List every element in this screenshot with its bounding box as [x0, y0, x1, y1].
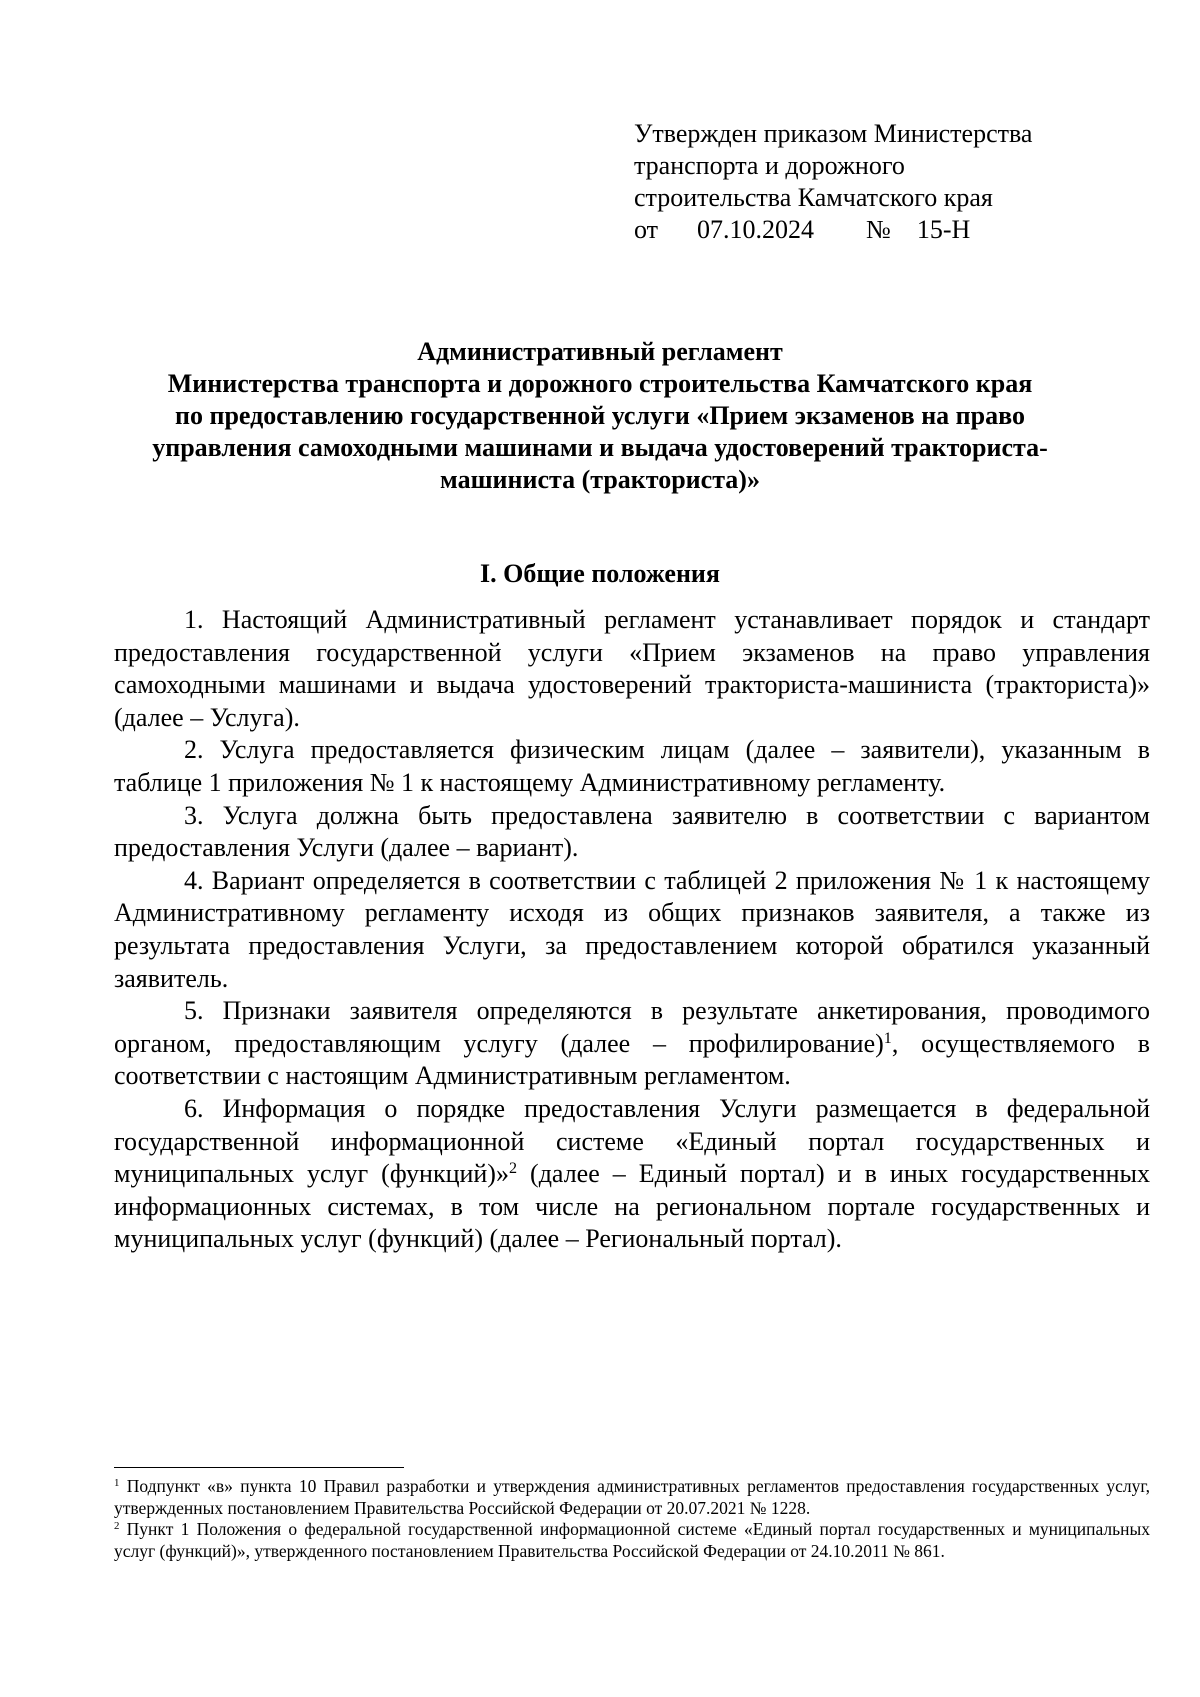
footnote-1-text: Подпункт «в» пункта 10 Правил разработки и утверждения административных регламентов предоставления государственных услуг, утвержденных постановлением Правительства Российской Федерации от 20.07.2021 № 1228. [114, 1476, 1150, 1518]
approval-date-prefix: от [634, 215, 659, 244]
footnote-1 [114, 1476, 1150, 1519]
paragraph-4: 4. Вариант определяется в соответствии с таблицей 2 приложения № 1 к настоящему Административному регламенту исходя из общих признаков заявителя, а также из результата предоставления Услуги, за предоставлением которой обратился указанный заявитель. [114, 865, 1150, 993]
paragraph-6-text-a: 6. Информация о порядке предоставления Услуги размещается в федеральной государственной информационной системе «Единый портал государственных и муниципальных услуг (функций)» [114, 1093, 1150, 1189]
footnote-2 [114, 1519, 1150, 1562]
approval-block [634, 118, 1154, 246]
section-heading: I. Общие положения [480, 559, 720, 588]
approval-line-1: Утвержден приказом Министерства [634, 119, 1033, 148]
footnote-ref-1: 1 [883, 1029, 892, 1047]
paragraph-3: 3. Услуга должна быть предоставлена заявителю в соответствии с вариантом предоставления Услуги (далее – вариант). [114, 800, 1150, 863]
footnote-2-text: Пункт 1 Положения о федеральной государственной информационной системе «Единый портал государственных и муниципальных услуг (функций)», утвержденного постановлением Правительства Российской Федерации от 24.10.2011 № 861. [114, 1519, 1150, 1561]
paragraph-5-text-b: , осуществляемого в соответствии с настоящим Административным регламентом. [114, 1028, 1150, 1091]
approval-date-line [634, 214, 1154, 246]
title-line-3: по предоставлению государственной услуги «Прием экзаменов на право [175, 401, 1025, 430]
paragraph-1: 1. Настоящий Административный регламент устанавливает порядок и стандарт предоставления государственной услуги «Прием экзаменов на право управления самоходными машинами и выдача удостоверений тракториста-машиниста (тракториста)» (далее – Услуга). [114, 605, 1150, 732]
footnote-ref-2: 2 [508, 1160, 518, 1178]
section-body [114, 604, 1150, 1256]
footnotes [114, 1476, 1150, 1562]
approval-line-3: строительства Камчатского края [634, 183, 993, 212]
title-line-1: Административный регламент [417, 337, 783, 366]
paragraph-6-text-b: (далее – Единый портал) и в иных государственных информационных системах, в том числе на региональном портале государственных и муниципальных услуг (функций) (далее – Региональный портал). [114, 1159, 1150, 1254]
paragraph-2: 2. Услуга предоставляется физическим лицам (далее – заявители), указанным в таблице 1 приложения № 1 к настоящему Административному регламенту. [114, 735, 1150, 797]
paragraph-5 [114, 995, 1150, 1093]
approval-number-sign: № [866, 215, 891, 244]
approval-line-2: транспорта и дорожного [634, 151, 905, 180]
title-line-4: управления самоходными машинами и выдача удостоверений тракториста- [152, 433, 1048, 462]
title-line-5: машиниста (тракториста)» [440, 465, 760, 494]
footnote-separator [114, 1467, 404, 1468]
approval-date: 07.10.2024 [697, 215, 815, 244]
document-title [110, 336, 1090, 496]
footnote-1-marker: 1 [114, 1477, 120, 1490]
title-line-2: Министерства транспорта и дорожного строительства Камчатского края [167, 369, 1033, 398]
footnote-2-marker: 2 [114, 1520, 120, 1533]
approval-number: 15-Н [916, 215, 971, 244]
paragraph-6 [114, 1093, 1150, 1256]
paragraph-5-text-a: 5. Признаки заявителя определяются в результате анкетирования, проводимого органом, предоставляющим услугу (далее – профилирование) [114, 996, 1150, 1058]
